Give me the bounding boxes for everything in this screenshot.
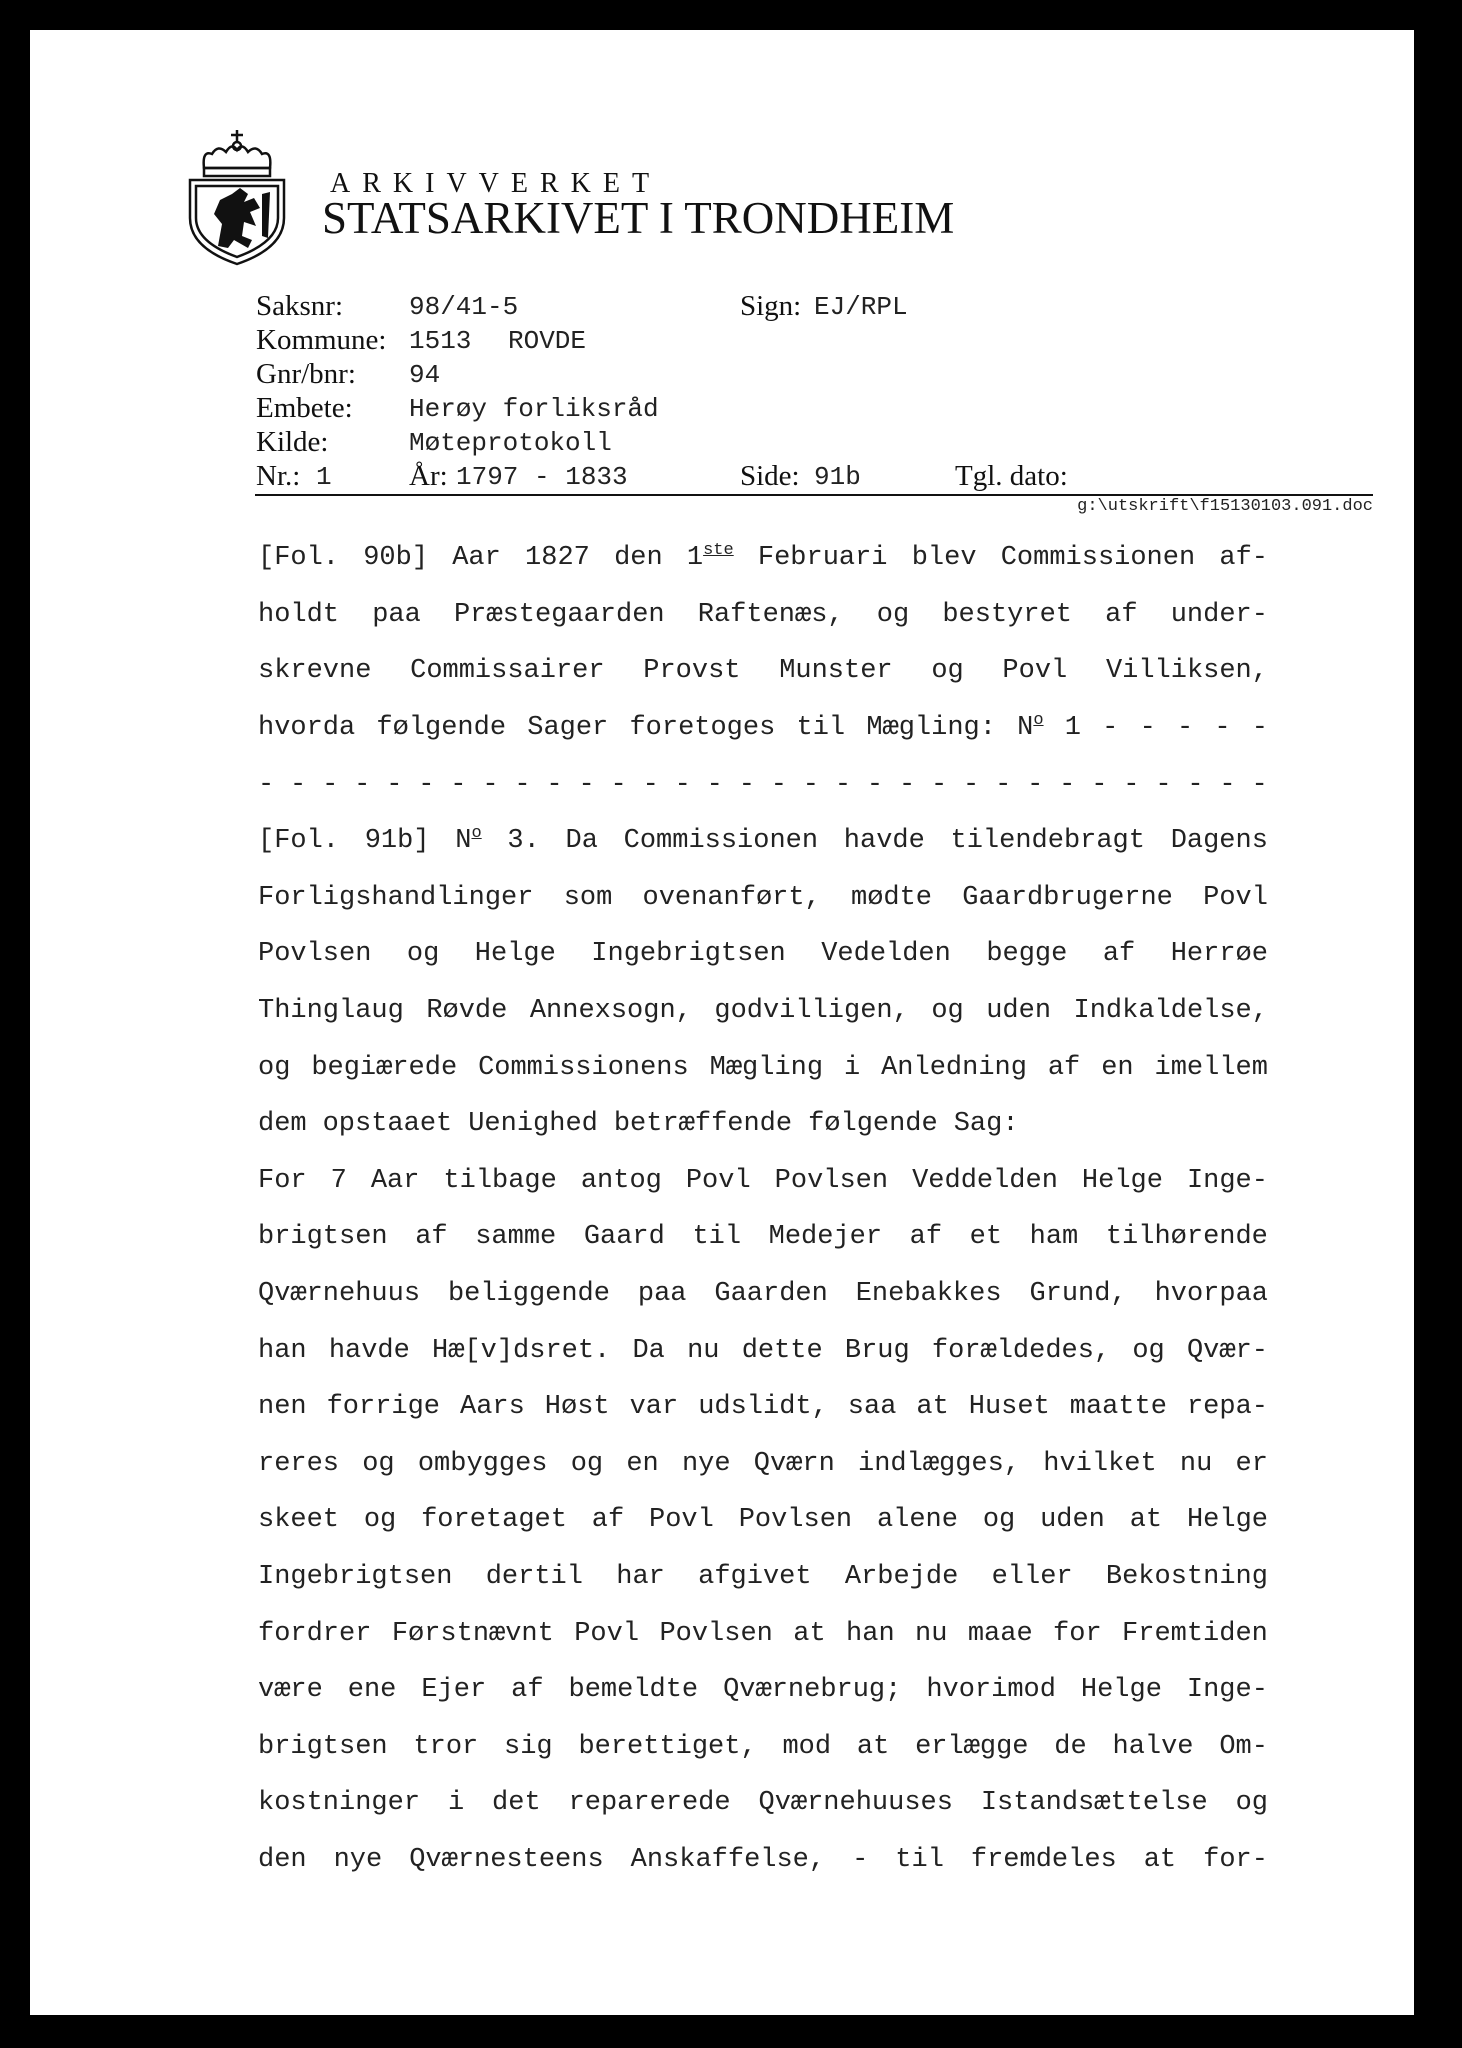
body-word: Mægling: (866, 713, 996, 744)
body-word: at (916, 1392, 949, 1423)
archive-name-line: ARKIVVERKET (330, 168, 662, 199)
body-word: at (856, 1731, 890, 1762)
body-word: - (418, 769, 435, 800)
body-word: og (931, 996, 964, 1027)
body-word: Qvær- (1186, 1335, 1268, 1366)
body-word: og (258, 1052, 291, 1083)
body-word: hvorpaa (1154, 1279, 1268, 1310)
body-word: Arbejde (844, 1561, 959, 1592)
body-word: - (546, 769, 563, 800)
body-word: - (930, 769, 948, 800)
body-line (258, 1153, 1268, 1210)
body-word: 1 (1064, 713, 1081, 744)
body-word: 3. (507, 826, 540, 857)
body-word: Indkaldelse, (1073, 996, 1268, 1027)
body-word: nu (1179, 1448, 1213, 1479)
body-word: at (1129, 1505, 1163, 1536)
body-word: den (258, 1844, 307, 1875)
body-word: Istandsættelse (980, 1788, 1208, 1819)
body-line (258, 1718, 1268, 1775)
body-word: Qværnehuuses (758, 1788, 953, 1819)
body-word: af (511, 1675, 544, 1706)
body-word: Sag: (953, 1109, 1019, 1140)
body-word: og (570, 1448, 604, 1479)
body-word: havde (843, 826, 925, 857)
body-word: repa- (1186, 1392, 1268, 1423)
body-word: - (1187, 769, 1204, 800)
body-word: af (1047, 1052, 1081, 1083)
body-word: Aar (370, 1165, 420, 1196)
body-word: begiærede (311, 1052, 458, 1083)
body-word: ham (1029, 1222, 1079, 1253)
body-word: Da (565, 826, 598, 857)
coat-of-arms-logo (182, 128, 292, 266)
kommune-label: Kommune: (256, 324, 387, 356)
body-word: nye (333, 1844, 383, 1875)
body-word: uden (1040, 1505, 1105, 1536)
body-word: har (616, 1561, 665, 1592)
body-word: Veddelden (912, 1165, 1058, 1196)
body-line (258, 587, 1268, 644)
body-word: og (876, 599, 910, 630)
body-word: imellem (1154, 1052, 1268, 1083)
body-line (258, 700, 1268, 757)
body-word: til (895, 1844, 944, 1875)
body-word: udslidt, (698, 1392, 828, 1423)
body-word: - (354, 769, 371, 800)
saksnr-label: Saksnr: (256, 290, 343, 322)
body-word: - (450, 769, 467, 800)
body-word: Anskaffelse, (630, 1844, 826, 1875)
body-word: godvilligen, (714, 996, 909, 1027)
body-line (258, 1436, 1268, 1493)
body-word: - (674, 769, 691, 800)
body-word: i (447, 1788, 465, 1819)
body-word: i (843, 1052, 861, 1083)
body-word: - (802, 769, 819, 800)
body-word: Qværnesteens (409, 1844, 604, 1875)
body-word: 1ste (686, 541, 734, 574)
body-word: opstaaet (322, 1109, 453, 1140)
body-word: maatte (1069, 1392, 1167, 1423)
body-word: brigtsen (258, 1731, 388, 1762)
body-word: Raftenæs, (697, 599, 844, 630)
body-word: Povl (1203, 882, 1268, 913)
body-word: - (610, 769, 627, 800)
body-word: under- (1170, 599, 1268, 630)
body-word: Herrøe (1170, 939, 1268, 970)
body-word: bemeldte (568, 1675, 699, 1706)
body-word: Villiksen, (1105, 656, 1268, 687)
body-word: dette (741, 1335, 823, 1366)
body-line (258, 1662, 1268, 1719)
kilde-label: Kilde: (256, 426, 329, 458)
body-word: Grund, (1029, 1279, 1127, 1310)
body-word: uden (986, 996, 1052, 1027)
body-word: - (834, 769, 852, 800)
body-line (258, 1379, 1268, 1436)
body-word: den (614, 543, 663, 574)
body-word: Enebakkes (855, 1279, 1002, 1310)
body-word: Om- (1219, 1731, 1268, 1762)
body-word: Commissionen (1000, 543, 1196, 574)
body-word: - (1091, 769, 1108, 800)
body-word: Uenighed (468, 1109, 598, 1140)
body-word: reparerede (568, 1788, 731, 1819)
body-word: maae (967, 1618, 1033, 1649)
body-word: alene (876, 1505, 958, 1536)
body-word: beliggende (447, 1279, 610, 1310)
body-word: foretoges (629, 713, 776, 744)
body-word: Aar (452, 543, 501, 574)
body-word: tilbage (443, 1165, 557, 1196)
body-word: $N^o$ (1017, 711, 1044, 744)
body-word: brigtsen (258, 1222, 388, 1253)
body-word: halve (1112, 1731, 1194, 1762)
body-word: - (322, 769, 339, 800)
body-word: tror (413, 1731, 479, 1762)
body-word: Medejer (768, 1222, 883, 1253)
body-word: han (846, 1618, 895, 1649)
body-word: betræffende (613, 1109, 793, 1140)
body-word: følgende (808, 1109, 938, 1140)
body-word: Brug (844, 1335, 910, 1366)
body-word: nen (258, 1392, 307, 1423)
body-word: - (706, 769, 723, 800)
body-line (258, 926, 1268, 983)
body-line (258, 983, 1268, 1040)
body-word: fordrer (258, 1618, 372, 1649)
body-word: Qværnebrug; (723, 1675, 902, 1706)
body-word: Mægling (709, 1052, 824, 1083)
body-word: mod (782, 1731, 832, 1762)
body-word: at (793, 1618, 826, 1649)
body-word: Helge (1080, 1675, 1162, 1706)
ar-label: År: (409, 460, 448, 492)
body-word: - (482, 769, 499, 800)
body-word: - (578, 769, 595, 800)
body-word: For (258, 1165, 307, 1196)
archive-title: STATSARKIVET I TRONDHEIM (322, 193, 955, 243)
body-word: en (626, 1448, 659, 1479)
body-word: foretaget (421, 1505, 567, 1536)
body-line (258, 870, 1268, 927)
body-word: - (738, 769, 755, 800)
body-word: for (1053, 1618, 1102, 1649)
body-word: Da (632, 1335, 665, 1366)
body-word: Qværn (753, 1448, 835, 1479)
embete-label: Embete: (256, 392, 353, 424)
body-word: Sager (527, 713, 609, 744)
nr-label: Nr.: (256, 460, 301, 492)
body-word: reres (258, 1448, 340, 1479)
body-word: af- (1219, 543, 1268, 574)
kommune-name: ROVDE (508, 326, 587, 356)
header-divider (255, 494, 1373, 496)
body-word: og (1132, 1335, 1165, 1366)
body-word: Thinglaug (258, 996, 404, 1027)
body-line (258, 1322, 1268, 1379)
body-word: af (1102, 939, 1136, 970)
body-line (258, 1096, 1268, 1153)
body-word: at (1143, 1844, 1177, 1875)
body-word: følgende (376, 713, 507, 744)
body-word: - (386, 769, 403, 800)
body-word: - (1219, 769, 1236, 800)
body-word: hvorda (258, 713, 356, 744)
body-word: - (898, 769, 916, 800)
body-word: forrige (326, 1392, 441, 1423)
body-word: Dagens (1170, 826, 1268, 857)
body-word: være (258, 1675, 323, 1706)
body-word: Hæ[v]dsret. (432, 1335, 611, 1366)
body-word: Gaard (583, 1222, 665, 1253)
body-word: Førstnævnt (391, 1618, 554, 1649)
body-word: [Fol. (258, 826, 340, 857)
body-word: var (629, 1392, 679, 1423)
embete-value: Herøy forliksråd (409, 394, 659, 424)
file-path: g:\utskrift\f15130103.091.doc (1077, 497, 1373, 516)
body-word: fremdeles (970, 1844, 1117, 1875)
body-word: han (258, 1335, 307, 1366)
body-line (258, 1266, 1268, 1323)
body-word: afgivet (698, 1561, 812, 1592)
body-word: de (1054, 1731, 1087, 1762)
body-word: begge (986, 939, 1068, 970)
body-word: som (563, 882, 613, 913)
body-word: Commissionens (478, 1052, 689, 1083)
body-line (258, 530, 1268, 587)
body-word: Forligshandlinger (258, 882, 534, 913)
body-word: Helge (1081, 1165, 1163, 1196)
body-word: forældedes, (931, 1335, 1111, 1366)
body-word: samme (475, 1222, 557, 1253)
body-word: Commissairer (410, 656, 605, 687)
body-word: Povl (574, 1618, 640, 1649)
body-word: Povlsen (738, 1505, 853, 1536)
body-word: Povl (685, 1165, 751, 1196)
body-word: Røvde (426, 996, 508, 1027)
body-word: indlægges, (858, 1448, 1021, 1479)
body-word: - (1176, 713, 1194, 744)
body-word: og (362, 1448, 395, 1479)
body-word: holdt (258, 599, 340, 630)
body-word: - (1027, 769, 1044, 800)
kilde-value: Møteprotokoll (409, 428, 612, 458)
body-word: Annexsogn, (529, 996, 692, 1027)
body-word: Bekostning (1105, 1561, 1268, 1592)
body-word: og (363, 1505, 397, 1536)
body-line (258, 1039, 1268, 1096)
body-word: mødte (851, 882, 933, 913)
body-word: Povlsen (774, 1165, 889, 1196)
body-word: - (514, 769, 531, 800)
tgl-dato-label: Tgl. dato: (955, 460, 1068, 492)
body-word: af (909, 1222, 943, 1253)
body-word: Qværnehuus (258, 1279, 421, 1310)
body-word: til (796, 713, 846, 744)
body-word: kostninger (258, 1788, 421, 1819)
body-word: er (1235, 1448, 1268, 1479)
body-word: af (1105, 599, 1138, 630)
body-word: et (969, 1222, 1003, 1253)
body-word: - (852, 1844, 869, 1875)
body-word: Povlsen (659, 1618, 773, 1649)
body-word: 1827 (525, 543, 590, 574)
body-word: Vedelden (821, 939, 951, 970)
body-word: Gaarden (714, 1279, 828, 1310)
gnr-value: 94 (409, 360, 441, 390)
body-word: blev (911, 543, 977, 574)
body-word: [Fol. (258, 543, 340, 574)
body-word: Ejer (421, 1675, 487, 1706)
body-word: for- (1203, 1844, 1268, 1875)
body-word: Gaardbrugerne (962, 882, 1173, 913)
body-word: - (1139, 713, 1156, 744)
body-word: saa (847, 1392, 897, 1423)
body-line (258, 1775, 1268, 1832)
body-word: skrevne (258, 656, 372, 687)
body-word: ovenanført, (642, 882, 821, 913)
nr-value: 1 (316, 462, 332, 492)
body-word: tilhørende (1105, 1222, 1268, 1253)
body-word: paa (637, 1279, 687, 1310)
body-word: hvilket (1043, 1448, 1157, 1479)
gnr-label: Gnr/bnr: (256, 358, 356, 390)
body-word: paa (372, 599, 421, 630)
body-word: tilendebragt (950, 826, 1145, 857)
body-word: Huset (968, 1392, 1050, 1423)
body-word: - (1059, 769, 1076, 800)
body-word: havde (328, 1335, 410, 1366)
body-word: Høst (544, 1392, 610, 1423)
body-word: ombygges (417, 1448, 548, 1479)
body-word: Ingebrigtsen (258, 1561, 453, 1592)
body-word: Aars (460, 1392, 525, 1423)
body-word: af (415, 1222, 448, 1253)
body-word: Ingebrigtsen (591, 939, 786, 970)
body-word: 90b] (363, 543, 429, 574)
body-word: Povl (649, 1505, 714, 1536)
body-word: Povl (1002, 656, 1068, 687)
transcription-body (258, 530, 1268, 1888)
body-line (258, 1832, 1268, 1889)
body-word: en (1101, 1052, 1134, 1083)
kommune-number: 1513 (409, 326, 472, 356)
body-word: $N^o$ (455, 824, 482, 857)
body-line (258, 1209, 1268, 1266)
body-word: - (770, 769, 787, 800)
body-word: til (692, 1222, 742, 1253)
ar-value: 1797 - 1833 (456, 462, 628, 492)
body-line (258, 756, 1268, 813)
body-word: og (982, 1505, 1016, 1536)
body-word: 91b] (364, 826, 430, 857)
body-word: eller (991, 1561, 1073, 1592)
body-word: sig (504, 1731, 553, 1762)
body-line (258, 643, 1268, 700)
body-word: Inge- (1186, 1675, 1268, 1706)
body-word: nye (681, 1448, 731, 1479)
body-word: af (591, 1505, 625, 1536)
body-line (258, 1549, 1268, 1606)
body-word: bestyret (942, 599, 1072, 630)
body-line (258, 1492, 1268, 1549)
body-word: Helge (474, 939, 556, 970)
body-word: dem (258, 1109, 307, 1140)
body-word: Anledning (881, 1052, 1027, 1083)
body-word: - (1251, 713, 1268, 744)
body-word: berettiget, (578, 1731, 757, 1762)
body-word: og (931, 656, 964, 687)
body-word: 7 (330, 1165, 347, 1196)
body-word: nu (687, 1335, 720, 1366)
sign-label: Sign: (740, 290, 802, 322)
body-word: skeet (258, 1505, 340, 1536)
body-word: - (1155, 769, 1172, 800)
body-word: Munster (779, 656, 893, 687)
body-word: antog (580, 1165, 662, 1196)
body-word: - (1251, 769, 1268, 800)
sign-value: EJ/RPL (814, 292, 908, 322)
body-word: Provst (643, 656, 741, 687)
body-word: - (995, 769, 1012, 800)
body-word: - (1214, 713, 1231, 744)
body-word: hvorimod (926, 1675, 1056, 1706)
body-word: Commissionen (623, 826, 819, 857)
body-word: nu (915, 1618, 948, 1649)
body-word: - (963, 769, 980, 800)
body-word: det (492, 1788, 541, 1819)
body-word: Helge (1186, 1505, 1268, 1536)
body-word: dertil (485, 1561, 583, 1592)
body-word: Povlsen (258, 939, 372, 970)
body-word: Præstegaarden (453, 599, 665, 630)
body-word: Februari (757, 543, 888, 574)
body-word: Inge- (1186, 1165, 1268, 1196)
body-word: - (290, 769, 307, 800)
body-word: - (642, 769, 659, 800)
body-word: erlægge (915, 1731, 1029, 1762)
body-word: Fremtiden (1122, 1618, 1268, 1649)
body-word: ene (347, 1675, 397, 1706)
body-word: - (1123, 769, 1140, 800)
saksnr-value: 98/41-5 (409, 292, 519, 322)
body-word: og (406, 939, 440, 970)
side-label: Side: (740, 460, 800, 492)
body-word: og (1235, 1788, 1268, 1819)
side-value: 91b (814, 462, 861, 492)
body-word: - (1102, 713, 1119, 744)
body-line (258, 813, 1268, 870)
body-line (258, 1605, 1268, 1662)
body-word: - (866, 769, 884, 800)
body-word: - (258, 769, 275, 800)
